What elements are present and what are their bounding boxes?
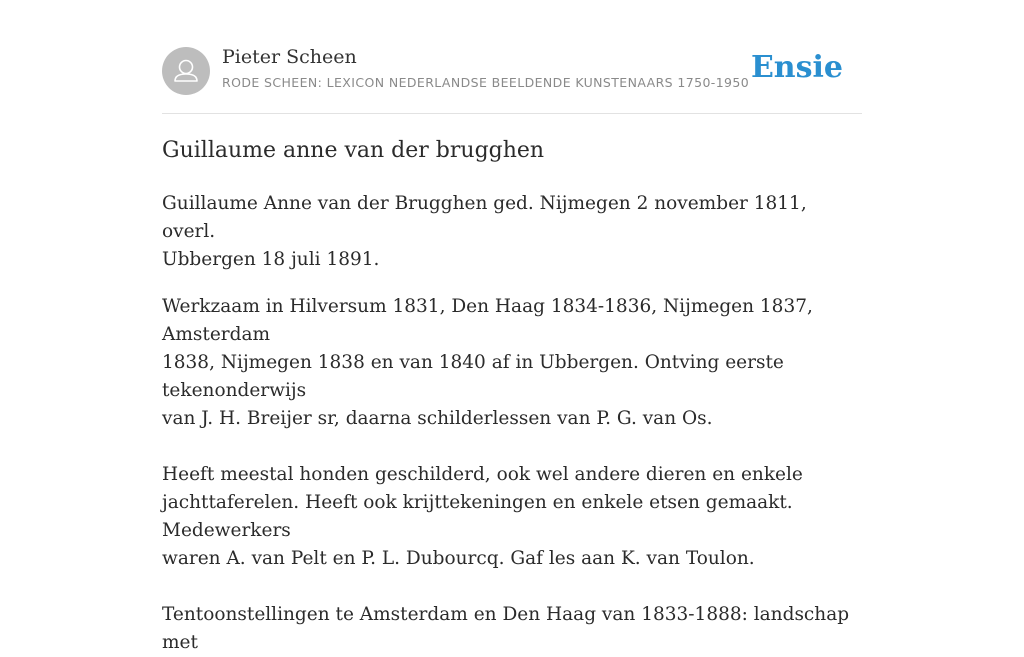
article-header	[162, 0, 862, 114]
ensie-logo[interactable]: Ensie	[750, 50, 843, 85]
paragraph-exhibitions: Tentoonstellingen te Amsterdam en Den Haag van 1833-1888: landschap met	[162, 604, 850, 653]
user-silhouette-icon	[162, 47, 210, 95]
paragraph-biography: Guillaume Anne van der Brugghen ged. Nijmegen 2 november 1811, overl. Ubbergen 18 juli 1891.	[162, 193, 807, 270]
article-title: Guillaume anne van der brugghen	[162, 138, 545, 163]
article-page	[162, 0, 862, 653]
paragraph-work: Heeft meestal honden geschilderd, ook wel andere dieren en enkele jachttaferelen. Heeft ook krijttekeningen en enkele etsen gemaakt. Medewerkers waren A. van Pelt en P. L. Dubourcq. Gaf les aan K. van Toulon.	[162, 464, 803, 569]
source-reference[interactable]: RODE SCHEEN: LEXICON NEDERLANDSE BEELDENDE KUNSTENAARS 1750-1950	[222, 75, 750, 90]
article-body	[162, 190, 862, 657]
paragraph-career: Werkzaam in Hilversum 1831, Den Haag 1834-1836, Nijmegen 1837, Amsterdam 1838, Nijmegen 1838 en van 1840 af in Ubbergen. Ontving eerste tekenonderwijs van J. H. Breijer sr, daarna schilderlessen van P. G. van Os.	[162, 296, 813, 429]
author-avatar[interactable]	[162, 47, 210, 95]
author-name[interactable]: Pieter Scheen	[222, 46, 357, 68]
